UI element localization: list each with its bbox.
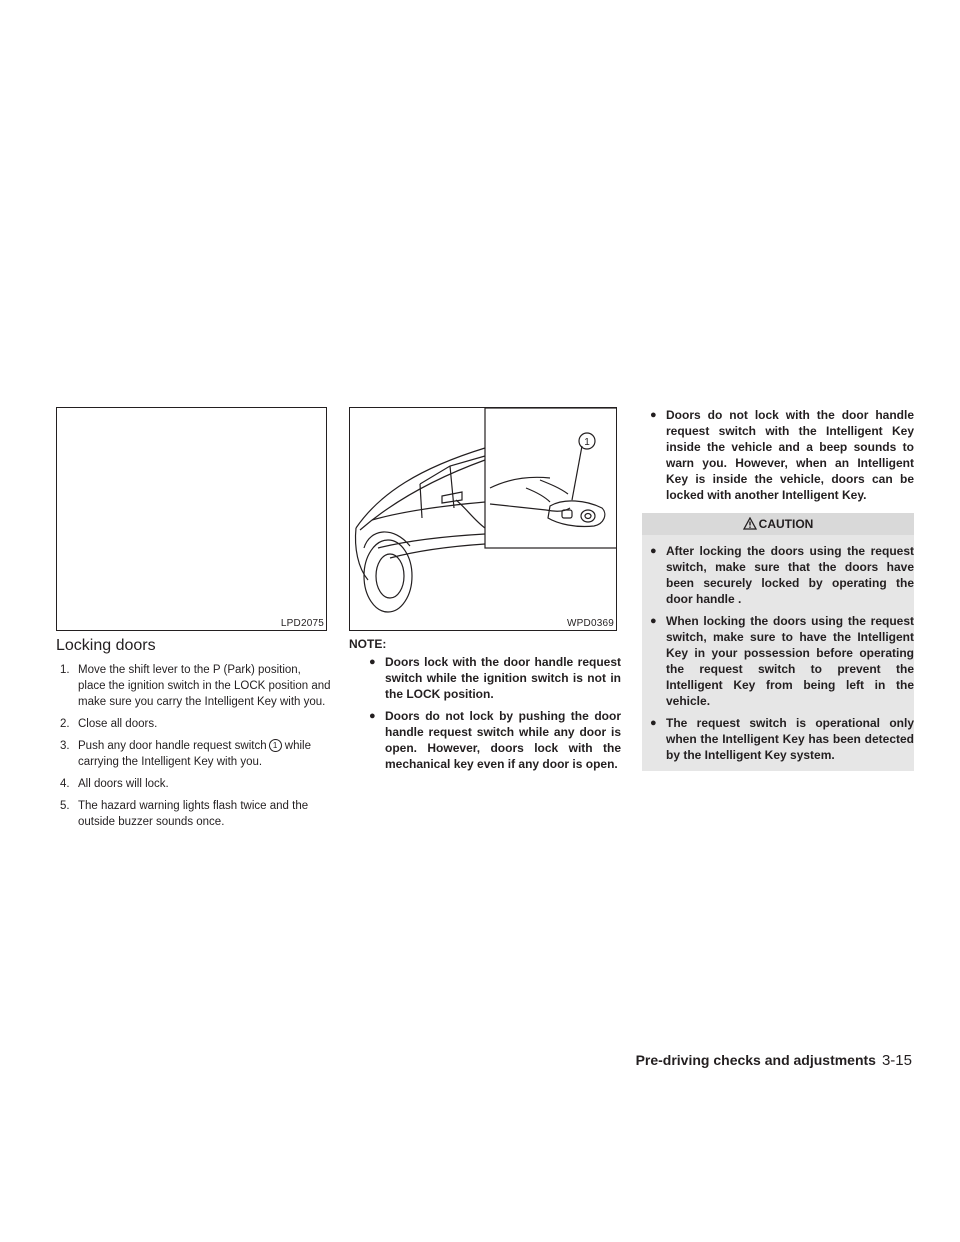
figure-code: LPD2075 <box>280 618 324 629</box>
callout-number: 1 <box>584 437 590 448</box>
bullet-icon: ● <box>650 615 657 627</box>
step-item: 2. Close all doors. <box>60 718 158 730</box>
note-item: ● Doors do not lock with the door handle request switch with the Intelligent Key inside the vehicle and a beep sounds to warn you. However, when an Intelligent Key is inside the vehicle, doors can be locked with another Intelligent Key. <box>650 408 914 502</box>
warning-icon <box>743 517 757 530</box>
bullet-icon: ● <box>650 409 657 421</box>
step-item: 4. All doors will lock. <box>60 778 169 790</box>
bullet-icon: ● <box>369 710 376 722</box>
note-item: ● Doors do not lock by pushing the door handle request switch while any door is open. However, doors lock with the mechanical key even if any door is open. <box>369 709 621 771</box>
bullet-icon: ● <box>369 656 376 668</box>
figure-door-handle <box>349 407 617 631</box>
footer-section-title: Pre-driving checks and adjustments <box>635 1052 876 1068</box>
caution-box <box>642 535 914 771</box>
note-item: ● Doors lock with the door handle request switch while the ignition switch is not in the LOCK position. <box>369 655 621 701</box>
note-list-continued <box>642 407 914 503</box>
figure-code: WPD0369 <box>567 618 614 629</box>
callout-1-icon: 1 <box>269 739 282 752</box>
locking-doors-section <box>56 636 331 836</box>
steps-list <box>56 662 331 830</box>
step-item: 5. The hazard warning lights flash twice and the outside buzzer sounds once. <box>60 800 309 828</box>
door-handle-illustration <box>350 408 617 631</box>
step-item: 1. Move the shift lever to the P (Park) position, place the ignition switch in the LOCK position and make sure you carry the Intelligent Key with you. <box>60 664 331 708</box>
note-section <box>349 636 621 778</box>
figure-blank <box>56 407 327 631</box>
bullet-icon: ● <box>650 717 657 729</box>
right-column <box>642 407 914 771</box>
bullet-icon: ● <box>650 545 657 557</box>
caution-item: ● When locking the doors using the request switch, make sure to have the Intelligent Key in your possession before operating the request switch to prevent the Intelligent Key from being left in the vehicle. <box>650 614 914 708</box>
note-label: NOTE: <box>349 637 387 651</box>
caution-item: ● After locking the doors using the request switch, make sure that the doors have been securely locked by operating the door handle . <box>650 544 914 606</box>
page-number: 3-15 <box>881 1052 912 1069</box>
section-heading: Locking doors <box>56 637 156 654</box>
note-list <box>349 654 621 772</box>
caution-title: CAUTION <box>758 517 814 531</box>
caution-list <box>642 537 914 763</box>
page-footer <box>636 1050 912 1071</box>
step-item: 3. Push any door handle request switch 1 while carrying the Intelligent Key with you. <box>60 740 312 768</box>
caution-header <box>642 513 914 535</box>
caution-item: ● The request switch is operational only when the Intelligent Key has been detected by the Intelligent Key system. <box>650 716 914 762</box>
